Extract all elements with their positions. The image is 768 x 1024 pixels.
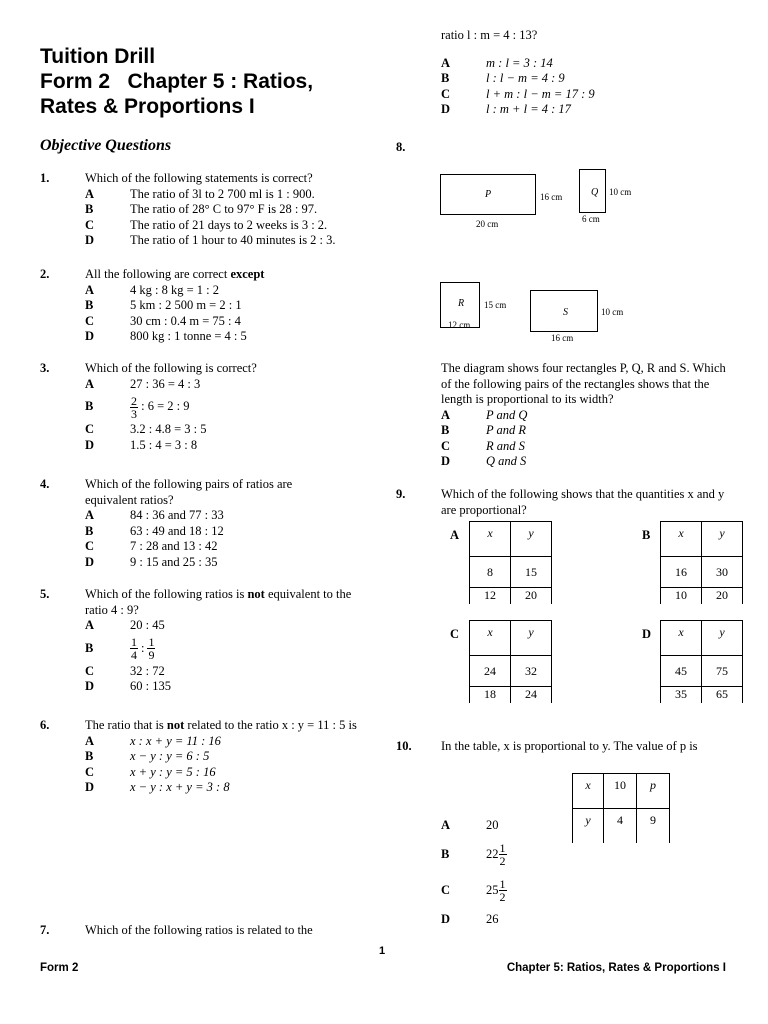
option-letter: D: [441, 454, 451, 468]
rectangle-s: [530, 290, 598, 332]
option-text: m : l = 3 : 14: [486, 55, 553, 70]
option-text: The ratio of 28° C to 97° F is 28 : 97.: [130, 202, 318, 216]
option-letter: D: [85, 233, 95, 247]
table-cell: 35: [661, 687, 702, 704]
option-letter: C: [441, 882, 451, 897]
table-option-d: [660, 620, 743, 703]
header-y: y: [511, 522, 552, 557]
option-text: 27 : 36 = 4 : 3: [130, 376, 201, 391]
table-cell: 30: [702, 557, 743, 588]
rectangles-diagram: [0, 0, 768, 360]
table-cell: 4: [604, 809, 637, 844]
question-text: The diagram shows four rectangles P, Q, R and S. Which of the following pairs of the rectangles shows that the length is proportional to its width?: [441, 361, 726, 406]
title-line-1: Tuition Drill: [40, 45, 156, 68]
question-number: 4.: [40, 477, 50, 491]
question-10-options: [396, 818, 596, 927]
option-b[interactable]: [85, 524, 345, 540]
option-letter: A: [441, 407, 451, 422]
question-text-rest: equivalent to the ratio 4 : 9?: [85, 587, 352, 617]
option-letter: B: [85, 298, 94, 312]
title-line-3: Rates & Proportions I: [40, 95, 255, 118]
option-text: 20 : 45: [130, 618, 165, 632]
option-letter: B: [441, 846, 450, 861]
option-text: l : m + l = 4 : 17: [486, 102, 571, 116]
question-number: 2.: [40, 267, 50, 281]
option-a[interactable]: [85, 618, 365, 634]
rectangle-label: Q: [591, 187, 599, 198]
table-cell: 10: [604, 774, 637, 809]
table-cell: 8: [470, 557, 511, 588]
option-letter: D: [441, 911, 451, 926]
option-d[interactable]: [85, 780, 375, 796]
denominator: 4: [131, 648, 137, 662]
denominator: 2: [499, 890, 506, 904]
rectangle-label: P: [485, 189, 492, 200]
option-c[interactable]: [85, 664, 365, 680]
question-7: [40, 923, 370, 939]
header-x: x: [470, 522, 511, 557]
question-text: [85, 718, 375, 734]
option-text: 800 kg : 1 tonne = 4 : 5: [130, 329, 247, 343]
option-letter: B: [85, 523, 94, 538]
fraction: [499, 842, 507, 867]
option-a[interactable]: [441, 408, 726, 424]
question-text: Which of the following statements is correct?: [85, 171, 313, 185]
option-a[interactable]: [85, 508, 345, 524]
option-d[interactable]: [85, 555, 345, 571]
question-number: 3.: [40, 361, 50, 375]
header-x: x: [661, 522, 702, 557]
option-letter: B: [441, 423, 450, 437]
option-text: x + y : y = 5 : 16: [130, 764, 216, 779]
table-option-a: [469, 521, 552, 604]
option-text: 1.5 : 4 = 3 : 8: [130, 437, 198, 452]
question-3: [40, 361, 360, 453]
question-text-emphasis: not: [166, 718, 185, 732]
option-text: R and S: [486, 438, 525, 453]
option-text: l : l − m = 4 : 9: [486, 71, 565, 85]
option-letter: B: [441, 71, 450, 85]
option-c[interactable]: [85, 765, 375, 781]
question-4: [40, 477, 345, 570]
option-letter: A: [85, 282, 95, 297]
option-letter: D: [85, 780, 95, 794]
footer-right: Chapter 5: Ratios, Rates & Proportions I: [506, 962, 726, 974]
option-text: Q and S: [486, 454, 527, 468]
header-x: x: [661, 621, 702, 656]
option-letter: C: [85, 313, 95, 328]
option-text: 32 : 72: [130, 663, 165, 678]
option-a[interactable]: [85, 734, 375, 750]
option-c[interactable]: [85, 422, 360, 438]
question-number: 5.: [40, 587, 50, 601]
fraction: [130, 395, 138, 420]
option-letter: B: [85, 749, 94, 763]
question-text: Which of the following ratios is related to the: [85, 923, 313, 937]
option-letter: A: [85, 186, 95, 201]
option-text: P and Q: [486, 407, 528, 422]
whole-number: 22: [486, 846, 499, 861]
option-text: : 6 = 2 : 9: [138, 399, 190, 414]
header-y: y: [511, 621, 552, 656]
question-8: [396, 361, 726, 470]
dimension-label: 16 cm: [540, 192, 563, 202]
table-cell: 45: [661, 656, 702, 687]
question-text-main: All the following are correct: [85, 267, 228, 281]
option-letter: D: [85, 437, 95, 452]
option-letter: C: [85, 764, 95, 779]
dimension-label: 10 cm: [601, 307, 624, 317]
table-cell: 16: [661, 557, 702, 588]
option-text: x − y : y = 6 : 5: [130, 749, 210, 763]
option-text: 63 : 49 and 18 : 12: [130, 523, 224, 538]
option-b[interactable]: [85, 749, 375, 765]
table-cell: 10: [661, 588, 702, 605]
option-letter: A: [85, 376, 95, 391]
rectangle-label: S: [563, 307, 568, 318]
option-text: P and R: [486, 423, 527, 437]
option-letter[interactable]: B: [642, 528, 651, 542]
question-number: 6.: [40, 718, 50, 732]
question-text: Which of the following pairs of ratios are equivalent ratios?: [85, 477, 293, 507]
table-cell: 24: [470, 656, 511, 687]
table-cell: 15: [511, 557, 552, 588]
question-text: Which of the following shows that the quantities x and y are proportional?: [441, 487, 725, 517]
option-b[interactable]: [441, 423, 726, 439]
option-text: x − y : x + y = 3 : 8: [130, 780, 230, 794]
table-cell: 20: [511, 588, 552, 605]
dimension-label: 12 cm: [448, 320, 471, 330]
denominator: 3: [131, 406, 137, 421]
question-5: [40, 587, 365, 695]
question-6: [40, 718, 375, 796]
option-text: The ratio of 1 hour to 40 minutes is 2 : 3.: [130, 233, 336, 247]
option-letter: C: [85, 422, 95, 436]
rectangle-label: R: [458, 298, 465, 309]
option-letter: D: [85, 554, 95, 569]
numerator: 1: [131, 635, 137, 649]
option-text: The ratio of 3l to 2 700 ml is 1 : 900.: [130, 186, 315, 201]
option-letter: D: [85, 329, 95, 343]
table-cell: 18: [470, 687, 511, 704]
option-text: 26: [486, 911, 499, 926]
question-9: [396, 487, 736, 518]
option-d[interactable]: [441, 454, 726, 470]
table-cell: 65: [702, 687, 743, 704]
question-number: 9.: [396, 487, 406, 501]
option-d[interactable]: [85, 679, 365, 695]
header-y: y: [573, 809, 604, 844]
option-letter: C: [441, 86, 451, 101]
option-text: 7 : 28 and 13 : 42: [130, 539, 218, 553]
denominator: 2: [499, 854, 506, 868]
option-d[interactable]: [441, 912, 596, 928]
option-letter: A: [85, 733, 95, 748]
option-text: 84 : 36 and 77 : 33: [130, 508, 224, 522]
option-text: The ratio of 21 days to 2 weeks is 3 : 2.: [130, 217, 328, 232]
option-text: 4 kg : 8 kg = 1 : 2: [130, 282, 219, 297]
whole-number: 25: [486, 882, 499, 897]
table-cell: 75: [702, 656, 743, 687]
title-line-2: Form 2 Chapter 5 : Ratios,: [40, 70, 314, 93]
option-letter: A: [441, 818, 451, 832]
header-y: y: [702, 522, 743, 557]
option-letter: C: [85, 663, 95, 678]
option-letter: A: [85, 508, 95, 522]
option-letter[interactable]: A: [450, 528, 460, 542]
option-text: 5 km : 2 500 m = 2 : 1: [130, 298, 242, 312]
option-letter: B: [85, 399, 94, 414]
option-letter: C: [85, 217, 95, 232]
question-text-continued: ratio l : m = 4 : 13?: [441, 28, 538, 42]
ratio-colon: :: [141, 640, 145, 655]
numerator: 2: [131, 393, 137, 408]
question-text-rest: related to the ratio x : y = 11 : 5 is: [187, 718, 357, 732]
question-text: Which of the following is correct?: [85, 361, 257, 375]
option-letter: A: [441, 55, 451, 70]
table-cell: 9: [637, 809, 670, 844]
section-heading: Objective Questions: [40, 137, 172, 154]
table-cell: 24: [511, 687, 552, 704]
fraction: [130, 636, 138, 661]
option-d[interactable]: [85, 438, 360, 454]
dimension-label: 20 cm: [476, 219, 499, 229]
question-number: 8.: [396, 140, 406, 154]
question-number: 7.: [40, 923, 50, 937]
option-b[interactable]: [85, 634, 365, 664]
dimension-label: 10 cm: [609, 187, 632, 197]
question-10: [396, 739, 736, 755]
header-y: y: [702, 621, 743, 656]
option-text: 60 : 135: [130, 679, 171, 693]
table-cell: 20: [702, 588, 743, 605]
option-text: l + m : l − m = 17 : 9: [486, 86, 595, 101]
option-c[interactable]: [441, 872, 596, 910]
table-option-b: [660, 521, 743, 604]
question-text-emphasis: not: [247, 587, 265, 601]
table-cell: 12: [470, 588, 511, 605]
option-letter: B: [85, 640, 94, 655]
option-b[interactable]: [85, 392, 360, 422]
header-x: x: [573, 774, 604, 809]
option-text: 30 cm : 0.4 m = 75 : 4: [130, 313, 241, 328]
option-letter: C: [441, 438, 451, 453]
page-number: 1: [379, 945, 386, 957]
option-a[interactable]: [441, 818, 596, 834]
option-text: 3.2 : 4.8 = 3 : 5: [130, 422, 207, 436]
table-option-c: [469, 620, 552, 703]
denominator: 9: [148, 648, 155, 662]
option-letter: C: [85, 539, 95, 553]
header-x: x: [470, 621, 511, 656]
footer-left: Form 2: [40, 962, 79, 974]
option-c[interactable]: [441, 439, 726, 455]
fraction: [499, 878, 507, 903]
option-text: x : x + y = 11 : 16: [130, 733, 221, 748]
fraction: [147, 636, 155, 661]
numerator: 1: [499, 841, 506, 855]
option-letter: A: [85, 618, 95, 632]
option-letter: B: [85, 202, 94, 216]
table-cell: p: [637, 774, 670, 809]
option-b[interactable]: [441, 838, 596, 872]
option-text: 9 : 15 and 25 : 35: [130, 554, 218, 569]
table-cell: 32: [511, 656, 552, 687]
option-text: 20: [486, 818, 499, 832]
question-text-emphasis: except: [230, 267, 265, 281]
question-text: In the table, x is proportional to y. The value of p is: [441, 739, 698, 753]
option-letter: D: [441, 102, 451, 116]
dimension-label: 6 cm: [582, 214, 600, 224]
question-text: [85, 587, 365, 618]
question-number: 1.: [40, 171, 50, 185]
option-c[interactable]: [85, 539, 345, 555]
option-letter[interactable]: D: [642, 627, 652, 641]
question-number: 10.: [396, 739, 412, 753]
option-a[interactable]: [85, 377, 360, 393]
numerator: 1: [499, 877, 506, 891]
numerator: 1: [148, 635, 155, 649]
dimension-label: 15 cm: [484, 300, 507, 310]
option-letter: D: [85, 679, 95, 693]
rectangle-p: [440, 174, 536, 215]
option-letter[interactable]: C: [450, 627, 460, 641]
question-text-main: The ratio that is: [85, 718, 164, 732]
dimension-label: 16 cm: [551, 333, 574, 343]
rectangle-q: [579, 169, 606, 213]
question-text-main: Which of the following ratios is: [85, 587, 245, 601]
